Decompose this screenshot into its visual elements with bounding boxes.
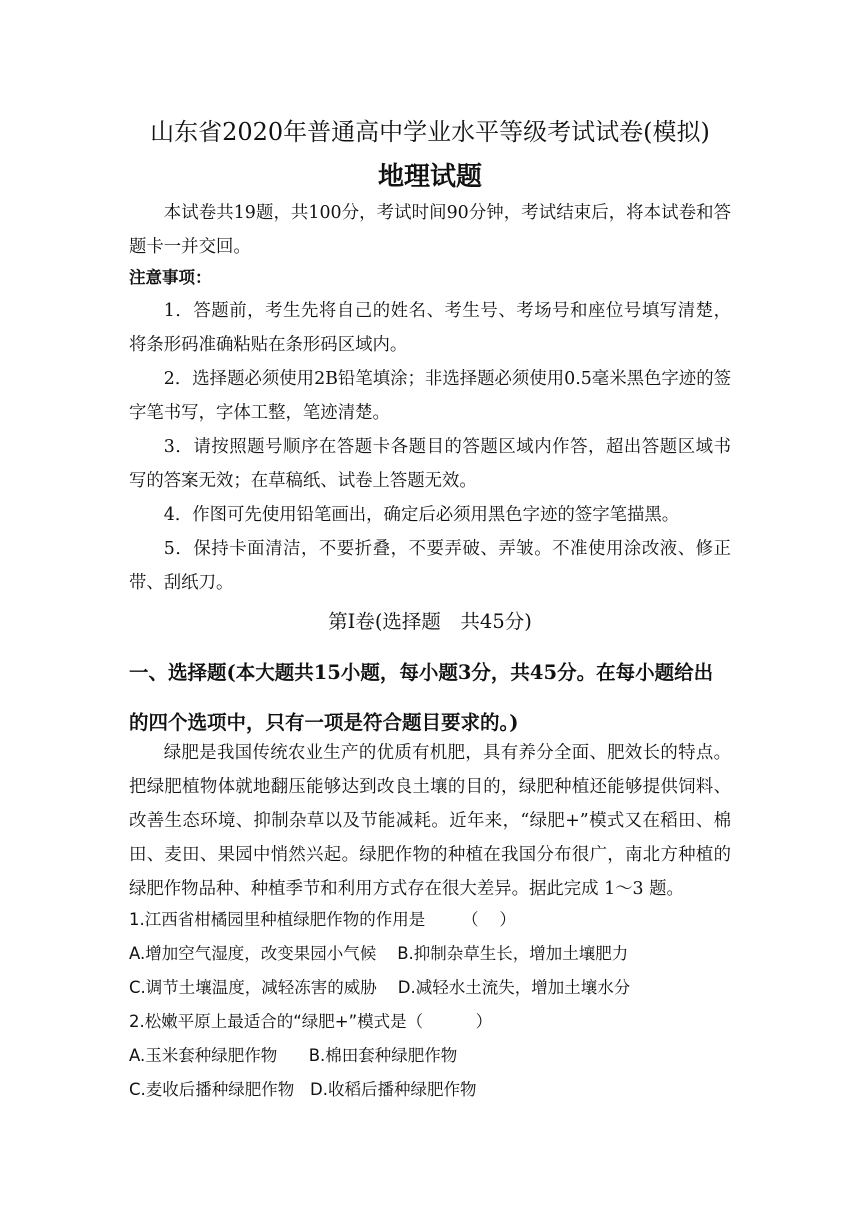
notice-item: 2．选择题必须使用2B铅笔填涂；非选择题必须使用0.5毫米黑色字迹的签字笔书写，字体工整，笔迹清楚。 [129, 369, 731, 423]
question-2-stem: 2.松嫩平原上最适合的“绿肥+”模式是（ ） [129, 1012, 493, 1031]
notice-item: 3．请按照题号顺序在答题卡各题目的答题区域内作答，超出答题区域书写的答案无效；在草稿纸、试卷上答题无效。 [129, 437, 731, 491]
question-2-options-cd: C.麦收后播种绿肥作物 D.收稻后播种绿肥作物 [129, 1080, 477, 1099]
notice-item: 5．保持卡面清洁，不要折叠，不要弄破、弄皱。不准使用涂改液、修正带、刮纸刀。 [129, 539, 731, 593]
notice-heading: 注意事项： [129, 268, 212, 287]
volume-title: 第Ⅰ卷(选择题 共45分) [328, 610, 532, 633]
notice-item: 4．作图可先使用铅笔画出，确定后必须用黑色字迹的签字笔描黑。 [163, 505, 680, 525]
question-1-stem: 1.江西省柑橘园里种植绿肥作物的作用是 （ ） [129, 910, 516, 929]
question-1-options-cd: C.调节土壤温度，减轻冻害的威胁 D.减轻水土流失，增加土壤水分 [129, 978, 631, 997]
section-title: 一、选择题(本大题共15小题，每小题3分，共45分。在每小题给出的四个选项中，只有一项是符合题目要求的。) [129, 661, 714, 734]
intro-paragraph: 本试卷共19题，共100分，考试时间90分钟，考试结束后，将本试卷和答题卡一并交回。 [129, 203, 731, 257]
question-1-options-ab: A.增加空气湿度，改变果园小气候 B.抑制杂草生长，增加土壤肥力 [129, 944, 629, 963]
passage-paragraph: 绿肥是我国传统农业生产的优质有机肥，具有养分全面、肥效长的特点。把绿肥植物体就地翻压能够达到改良土壤的目的，绿肥种植还能够提供饲料、改善生态环境、抑制杂草以及节能减耗。近年来，“绿肥+”模式又在稻田、棉田、麦田、果园中悄然兴起。绿肥作物的种植在我国分布很广，南北方种植的绿肥作物品种、种植季节和利用方式存在很大差异。据此完成 1～3 题。 [129, 743, 731, 899]
exam-subject-title: 地理试题 [377, 162, 482, 192]
notice-item: 1．答题前，考生先将自己的姓名、考生号、考场号和座位号填写清楚，将条形码准确粘贴在条形码区域内。 [129, 301, 731, 355]
question-2-options-ab: A.玉米套种绿肥作物 B.棉田套种绿肥作物 [129, 1046, 458, 1065]
exam-title: 山东省2020年普通高中学业水平等级考试试卷(模拟) [150, 118, 710, 146]
